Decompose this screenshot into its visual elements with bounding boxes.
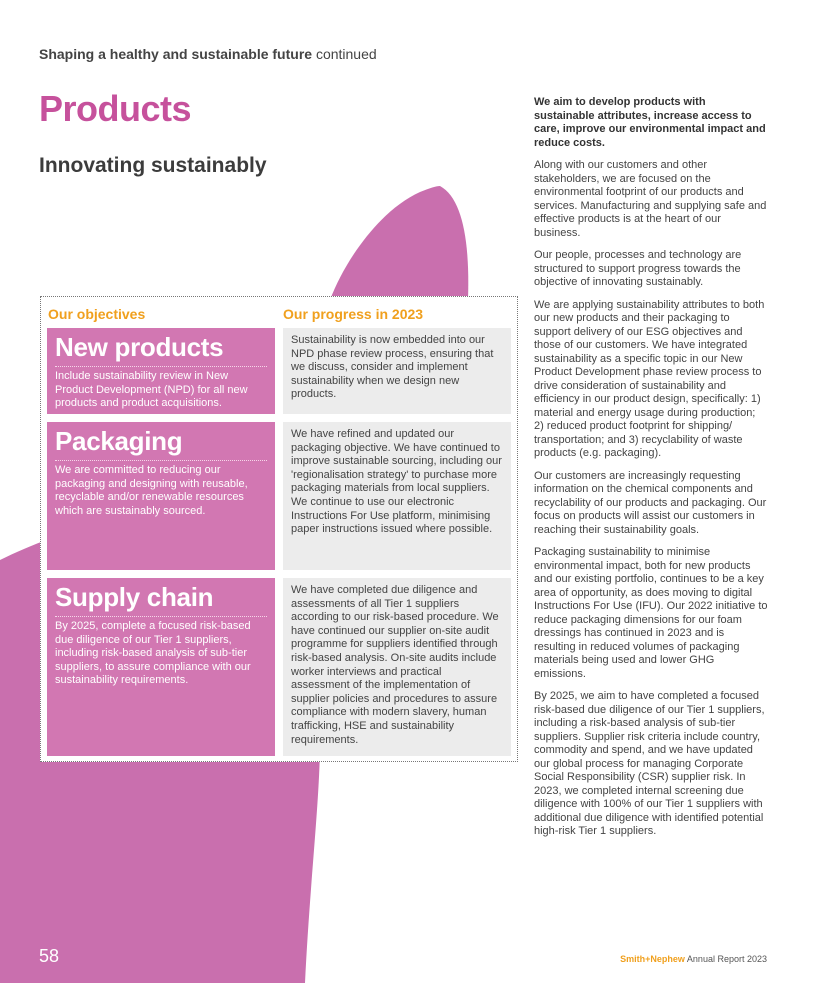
section-header: Shaping a healthy and sustainable future continued <box>39 46 377 62</box>
body-paragraph: We are applying sustainability attributes to both our new products and their packaging to support delivery of our ESG objectives and those of our customers. We have integrated sustainability as a specific topic in our New Product Development phase review process to drive consideration of sustainability and efficiency in our product design, specifically: 1) material and energy usage during production; 2) reduced product footprint for shipping/ transportation; and 3) recyclability of waste products (e.g. packaging). <box>534 298 765 459</box>
objectives-column-header: Our objectives <box>48 306 146 322</box>
objective-cell-new-products <box>47 328 275 414</box>
objective-title: Packaging <box>55 426 267 461</box>
brand-name: Smith+Nephew <box>620 954 685 964</box>
progress-column-header: Our progress in 2023 <box>283 306 424 322</box>
progress-cell-supply-chain: We have completed due diligence and assessments of all Tier 1 suppliers according to our risk-based procedure. We have continued our supplier on-site audit programme for suppliers identified through risk-based analysis. On-site audits include worker interviews and practical assessment of the implementation of supplier policies and procedures to assure compliance with modern slavery, human trafficking, HSE and sustainability requirements. <box>283 578 511 756</box>
page-title: Products <box>39 88 192 129</box>
body-paragraph: Our people, processes and technology are structured to support progress towards the objective of innovating sustainably. <box>534 249 742 288</box>
progress-cell-packaging: We have refined and updated our packaging objective. We have continued to improve sustainable sourcing, including our 'regionalisation strategy' to purchase more packaging materials from local suppliers. We continue to use our electronic Instructions For Use platform, minimising paper instructions issued where possible. <box>283 422 511 570</box>
objective-text: We are committed to reducing our packaging and designing with reusable, recyclable and/or renewable resources which are sustainably sourced. <box>55 464 248 517</box>
body-paragraph: Our customers are increasingly requesting information on the chemical components and recyclability of our products and packaging. Our focus on products will assist our customers in reaching their sustainability goals. <box>534 469 767 536</box>
objectives-progress-table <box>40 296 518 762</box>
body-text-column <box>534 96 768 848</box>
body-paragraph: By 2025, we aim to have completed a focused risk-based due diligence of our Tier 1 suppliers, including a risk-based analysis of sub-tier suppliers. Supplier risk criteria include country, commodity and spend, and we have updated our global process for managing Corporate Social Responsibility (CSR) supplier risk. In 2023, we completed internal screening due diligence with 100% of our Tier 1 suppliers with additional due diligence with identified potential high-risk Tier 1 suppliers. <box>534 690 765 837</box>
report-name: Annual Report 2023 <box>684 954 767 964</box>
report-footer <box>620 954 767 964</box>
objective-cell-packaging <box>47 422 275 570</box>
lead-paragraph: We aim to develop products with sustainable attributes, increase access to care, improve our environmental impact and reduce costs. <box>534 96 766 149</box>
objective-text: By 2025, complete a focused risk-based due diligence of our Tier 1 suppliers, including risk-based analysis of sub-tier suppliers, to assure compliance with our sustainability requirements. <box>55 620 251 687</box>
page-number: 58 <box>39 946 60 966</box>
objective-title: New products <box>55 332 267 367</box>
body-paragraph: Along with our customers and other stakeholders, we are focused on the environmental footprint of our products and services. Manufacturing and supplying safe and effective products is at the heart of our business. <box>534 159 767 239</box>
objective-title: Supply chain <box>55 582 267 617</box>
body-paragraph: Packaging sustainability to minimise environmental impact, both for new products and our existing portfolio, continues to be a key area of opportunity, as does moving to digital Instructions For Use (IFU). Our 2022 initiative to reduce packaging dimensions for our foam dressings has continued in 2023 and is resulting in reduced volumes of packaging materials being used and lower GHG emissions. <box>534 546 768 680</box>
progress-cell-new-products: Sustainability is now embedded into our NPD phase review process, ensuring that we discuss, consider and implement sustainability when we design new products. <box>283 328 511 414</box>
objective-cell-supply-chain <box>47 578 275 756</box>
page-subtitle: Innovating sustainably <box>39 154 267 177</box>
objective-text: Include sustainability review in New Product Development (NPD) for all new products and product acquisitions. <box>55 370 248 410</box>
